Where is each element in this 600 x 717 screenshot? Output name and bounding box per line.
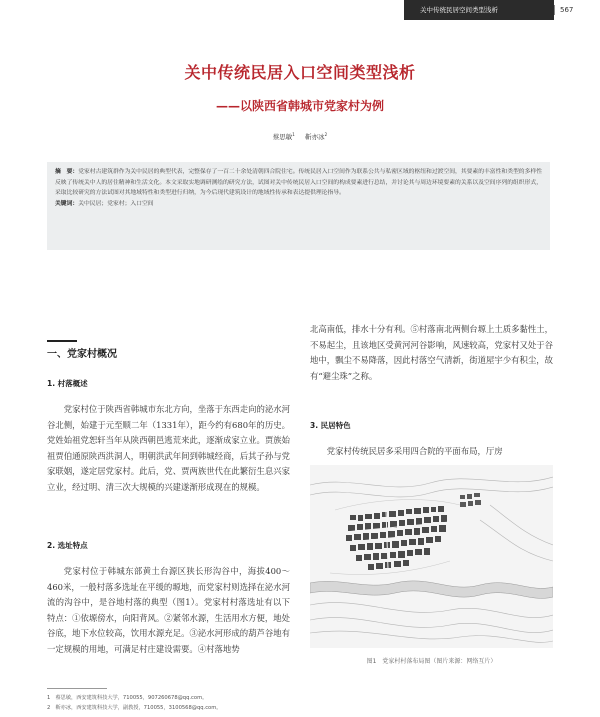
paragraph-site-selection: 党家村位于韩城东部黄土台源区狭长形沟谷中，海拔400～460米，一般村落多选址在平缓的塬地，而党家村则选择在泌水河流的沟谷中，是谷地村落的典型（图1）。党家村村落选址有以下特点：①依塬傍水，向阳背风。②紧邻水源，生活用水方便，地处谷底，地下水位较高，饮用水源充足。③泌水河形成的葫芦谷地有一定规模的用地，可满足村庄建设需要。④村落地势 <box>47 566 290 654</box>
article-title: 关中传统民居入口空间类型浅析 <box>184 63 416 82</box>
subsection-heading-2: 2. 选址特点 <box>47 541 88 550</box>
header-separator <box>554 5 555 15</box>
figure-caption: 图1 党家村村落布局图（图片来源：网络互片） <box>366 658 497 665</box>
author-1: 蔡思敏 <box>272 133 293 142</box>
paragraph-continued: 北高南低，排水十分有利。⑤村落南北两侧台塬上土质多黏性土，不易起尘，且该地区受黄河河谷影响，风速较高，党家村又处于谷地中，飘尘不易降落，因此村落空气清新，街道屋宇少有积尘，故有“避尘珠”之称。 <box>310 324 553 381</box>
footnote-1: 1 蔡思敏，西安建筑科技大学，710055，907260678@qq.com。 <box>47 695 208 701</box>
author-line <box>0 132 600 141</box>
author-1-sup: 1 <box>292 132 295 137</box>
paragraph-dwelling-features: 党家村传统民居多采用四合院的平面布局，厅房 <box>326 446 503 456</box>
author-2: 靳亦冰 <box>305 133 325 142</box>
village-layout-figure <box>310 465 553 648</box>
article-subtitle: ——以陕西省韩城市党家村为例 <box>215 99 384 113</box>
keywords-label: 关键词： <box>55 200 79 207</box>
author-2-sup: 2 <box>324 132 328 137</box>
paragraph-village-overview: 党家村位于陕西省韩城市东北方向，坐落于东西走向的泌水河谷北侧，始建于元至顺二年（1331年），距今约有680年的历史。党姓始祖党恕轩当年从陕西朝邑逃荒来此，逐渐成家立业。贾族始祖贾伯通原陕西洪洞人，明朝洪武年间到韩城经商，后其子孙与党家联姻，遂定居党家村。此后，党、贾两族世代在此繁衍生息兴家立业，经过明、清三次大规模的兴建遂渐形成现在的规模。 <box>47 404 290 492</box>
running-header-title: 关中传统民居空间类型浅析 <box>404 0 554 20</box>
section-heading-bar <box>47 340 77 342</box>
running-header <box>0 0 600 20</box>
abstract-box <box>47 162 550 250</box>
section-heading: 一、党家村概况 <box>47 349 117 360</box>
footnote-2: 2 靳亦冰，西安建筑科技大学，副教授，710055，3100568@qq.com。 <box>47 705 222 711</box>
abstract-text: 党家村古建筑群作为关中民居的典型代表，完整保存了一百二十余处清朝四合院住宅。传统民居入口空间作为联系公共与私密区域的枢纽和过渡空间，其要素的丰富性和类型的多样性反映了传统关中人的居住精神和生活文化。本文采取实地调研测绘的研究方法，试图对关中传统民居入口空间的构成要素进行总结，并讨论其与周边环境要素的关系以及空间序列的组织形式，采取比较研究的方法试图对其地域特性和类型进行归纳，为今后现代建筑设计的地域性传承和表达提供理论指导。 <box>55 169 542 197</box>
subsection-heading-1: 1. 村落概述 <box>47 379 88 388</box>
page-number: 567 <box>560 6 574 14</box>
abstract-label: 摘 要： <box>55 169 79 175</box>
footnote-rule <box>47 688 107 689</box>
keywords-text: 关中民居；党家村；入口空间 <box>78 200 154 207</box>
subsection-heading-3: 3. 民居特色 <box>310 421 351 430</box>
